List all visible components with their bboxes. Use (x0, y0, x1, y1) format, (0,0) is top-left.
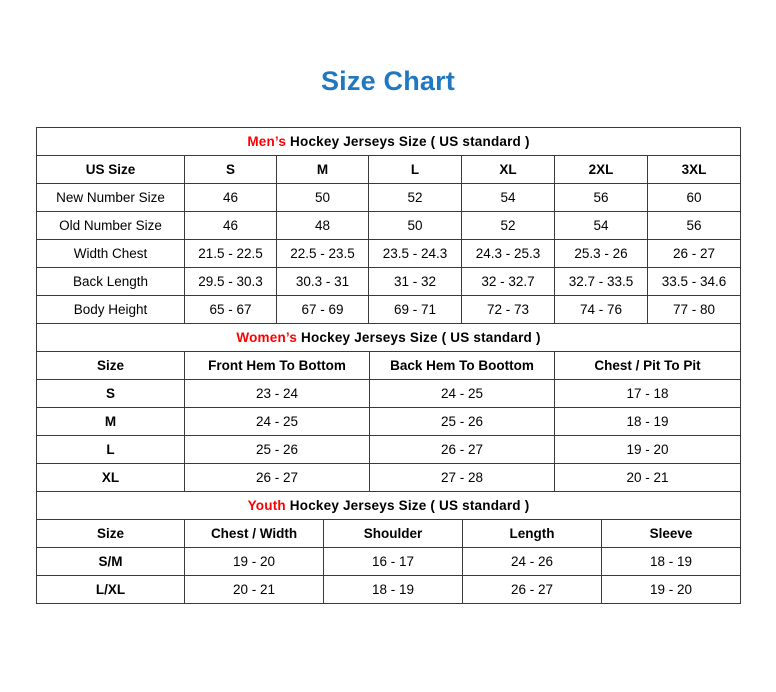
table-cell: 25.3 - 26 (555, 240, 648, 268)
table-cell: 52 (462, 212, 555, 240)
table-header-row (37, 352, 741, 380)
womens-size-table (36, 323, 741, 492)
column-header: 2XL (555, 156, 648, 184)
table-row (37, 268, 741, 296)
table-cell: 20 - 21 (555, 464, 741, 492)
table-row (37, 240, 741, 268)
column-header: S (185, 156, 277, 184)
row-label: Old Number Size (37, 212, 185, 240)
column-header: Length (463, 520, 602, 548)
table-cell: 24 - 25 (185, 408, 370, 436)
table-cell: 56 (648, 212, 741, 240)
mens-size-table (36, 127, 741, 324)
table-cell: 24 - 26 (463, 548, 602, 576)
row-label: S (37, 380, 185, 408)
table-cell: 18 - 19 (555, 408, 741, 436)
table-cell: 23 - 24 (185, 380, 370, 408)
youth-section-heading (37, 492, 741, 520)
table-cell: 21.5 - 22.5 (185, 240, 277, 268)
table-row (37, 548, 741, 576)
table-cell: 54 (555, 212, 648, 240)
table-cell: 25 - 26 (185, 436, 370, 464)
table-cell: 26 - 27 (185, 464, 370, 492)
column-header: L (369, 156, 462, 184)
table-cell: 32.7 - 33.5 (555, 268, 648, 296)
size-chart-tables (36, 127, 740, 604)
table-cell: 67 - 69 (277, 296, 369, 324)
table-row (37, 184, 741, 212)
table-cell: 20 - 21 (185, 576, 324, 604)
table-cell: 19 - 20 (555, 436, 741, 464)
table-cell: 50 (369, 212, 462, 240)
column-header: Size (37, 520, 185, 548)
table-cell: 26 - 27 (463, 576, 602, 604)
table-cell: 33.5 - 34.6 (648, 268, 741, 296)
section-group-label: Youth (247, 498, 286, 513)
row-label: Width Chest (37, 240, 185, 268)
table-cell: 24 - 25 (370, 380, 555, 408)
table-row (37, 296, 741, 324)
column-header: Size (37, 352, 185, 380)
table-row (37, 464, 741, 492)
column-header: 3XL (648, 156, 741, 184)
youth-size-table (36, 491, 741, 604)
table-cell: 48 (277, 212, 369, 240)
mens-section-heading (37, 128, 741, 156)
section-group-label: Men’s (247, 134, 287, 149)
table-cell: 46 (185, 212, 277, 240)
womens-section-heading (37, 324, 741, 352)
table-cell: 18 - 19 (602, 548, 741, 576)
table-section-heading-row (37, 492, 741, 520)
table-cell: 74 - 76 (555, 296, 648, 324)
table-cell: 50 (277, 184, 369, 212)
section-group-label: Women’s (236, 330, 298, 345)
column-header: Chest / Pit To Pit (555, 352, 741, 380)
table-cell: 19 - 20 (602, 576, 741, 604)
section-rest-label: Hockey Jerseys Size ( US standard ) (297, 330, 541, 345)
table-header-row (37, 520, 741, 548)
table-cell: 56 (555, 184, 648, 212)
table-cell: 54 (462, 184, 555, 212)
table-cell: 65 - 67 (185, 296, 277, 324)
table-cell: 24.3 - 25.3 (462, 240, 555, 268)
table-row (37, 576, 741, 604)
table-cell: 23.5 - 24.3 (369, 240, 462, 268)
section-rest-label: Hockey Jerseys Size ( US standard ) (286, 134, 530, 149)
table-cell: 22.5 - 23.5 (277, 240, 369, 268)
table-cell: 27 - 28 (370, 464, 555, 492)
row-label: L (37, 436, 185, 464)
table-header-row (37, 156, 741, 184)
table-cell: 26 - 27 (648, 240, 741, 268)
table-row (37, 436, 741, 464)
column-header: Back Hem To Boottom (370, 352, 555, 380)
table-cell: 19 - 20 (185, 548, 324, 576)
table-section-heading-row (37, 128, 741, 156)
table-cell: 46 (185, 184, 277, 212)
column-header: US Size (37, 156, 185, 184)
row-label: XL (37, 464, 185, 492)
table-section-heading-row (37, 324, 741, 352)
table-cell: 18 - 19 (324, 576, 463, 604)
row-label: New Number Size (37, 184, 185, 212)
table-cell: 77 - 80 (648, 296, 741, 324)
row-label: S/M (37, 548, 185, 576)
table-cell: 29.5 - 30.3 (185, 268, 277, 296)
section-rest-label: Hockey Jerseys Size ( US standard ) (285, 498, 530, 513)
table-cell: 72 - 73 (462, 296, 555, 324)
table-cell: 17 - 18 (555, 380, 741, 408)
row-label: Back Length (37, 268, 185, 296)
table-row (37, 408, 741, 436)
column-header: XL (462, 156, 555, 184)
table-cell: 16 - 17 (324, 548, 463, 576)
column-header: Shoulder (324, 520, 463, 548)
column-header: Chest / Width (185, 520, 324, 548)
row-label: M (37, 408, 185, 436)
column-header: Front Hem To Bottom (185, 352, 370, 380)
table-cell: 52 (369, 184, 462, 212)
row-label: Body Height (37, 296, 185, 324)
table-cell: 26 - 27 (370, 436, 555, 464)
table-row (37, 380, 741, 408)
table-row (37, 212, 741, 240)
table-cell: 31 - 32 (369, 268, 462, 296)
table-cell: 60 (648, 184, 741, 212)
table-cell: 25 - 26 (370, 408, 555, 436)
column-header: M (277, 156, 369, 184)
table-cell: 32 - 32.7 (462, 268, 555, 296)
row-label: L/XL (37, 576, 185, 604)
table-cell: 69 - 71 (369, 296, 462, 324)
page-title: Size Chart (320, 66, 456, 96)
column-header: Sleeve (602, 520, 741, 548)
table-cell: 30.3 - 31 (277, 268, 369, 296)
